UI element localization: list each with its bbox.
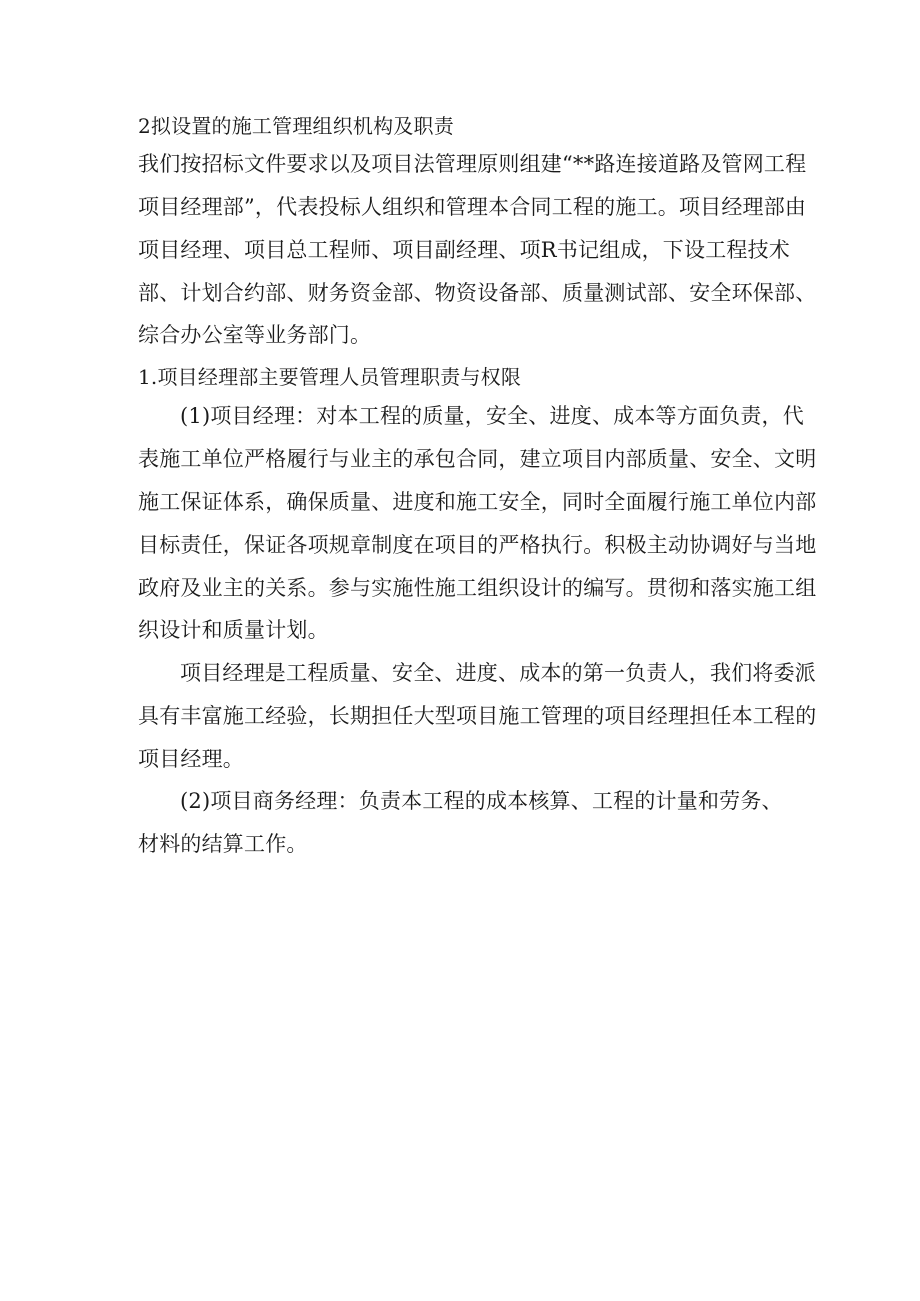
item1-line: 织设计和质量计划。 bbox=[138, 618, 329, 642]
paragraph-line: 具有丰富施工经验，长期担任大型项目施工管理的项目经理担任本工程的 bbox=[138, 704, 817, 728]
intro-line: 项目经理、项目总工程师、项目副经理、项R书记组成，下设工程技术 bbox=[138, 238, 791, 262]
item1-line: 目标责任，保证各项规章制度在项目的严格执行。积极主动协调好与当地 bbox=[138, 533, 817, 557]
subsection-title: 1.项目经理部主要管理人员管理职责与权限 bbox=[138, 365, 522, 389]
item1-line: 政府及业主的关系。参与实施性施工组织设计的编写。贯彻和落实施工组 bbox=[138, 576, 817, 600]
section-title: 2拟设置的施工管理组织机构及职责 bbox=[138, 114, 454, 138]
intro-line: 我们按招标文件要求以及项目法管理原则组建“**路连接道路及管网工程 bbox=[138, 152, 807, 176]
item1-line: 表施工单位严格履行与业主的承包合同，建立项目内部质量、安全、文明 bbox=[138, 447, 817, 471]
intro-line: 部、计划合约部、财务资金部、物资设备部、质量测试部、安全环保部、 bbox=[138, 281, 817, 305]
item1-line: (1)项目经理：对本工程的质量，安全、进度、成本等方面负责，代 bbox=[180, 404, 804, 428]
paragraph-line: 项目经理。 bbox=[138, 747, 244, 771]
item2-line: 材料的结算工作。 bbox=[138, 832, 308, 856]
item2-line: (2)项目商务经理：负责本工程的成本核算、工程的计量和劳务、 bbox=[180, 789, 783, 813]
intro-line: 综合办公室等业务部门。 bbox=[138, 323, 372, 347]
item1-line: 施工保证体系，确保质量、进度和施工安全，同时全面履行施工单位内部 bbox=[138, 490, 817, 514]
intro-line: 项目经理部”，代表投标人组织和管理本合同工程的施工。项目经理部由 bbox=[138, 195, 807, 219]
paragraph-line: 项目经理是工程质量、安全、进度、成本的第一负责人，我们将委派 bbox=[180, 661, 816, 685]
